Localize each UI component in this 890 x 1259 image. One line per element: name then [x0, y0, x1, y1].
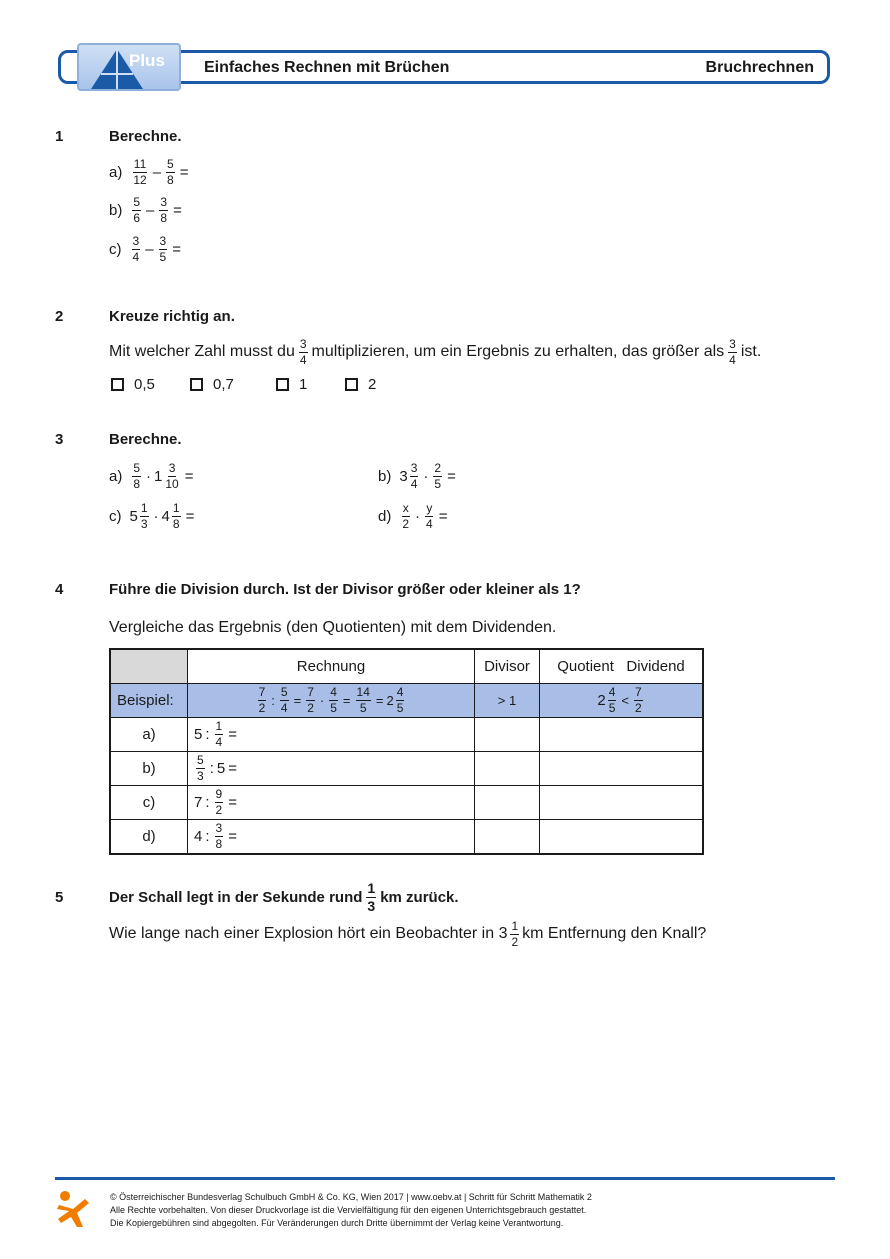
- task-3c: c) 5 $\frac{1}{3}$ · 4 $\frac{1}{8}$ =: [109, 501, 195, 531]
- example-label: Beispiel:: [110, 684, 188, 718]
- quotient-cell-b[interactable]: [540, 752, 704, 786]
- quotient-cell-c[interactable]: [540, 786, 704, 820]
- option-0-7[interactable]: 0,7: [190, 376, 234, 393]
- divisor-cell-c[interactable]: [475, 786, 540, 820]
- task-3d: d) $\frac{x}{2}$ · $\frac{y}{4}$ =: [378, 501, 448, 531]
- publisher-logo-icon: [55, 1189, 91, 1229]
- task-4-title: Führe die Division durch. Ist der Divisor größer oder kleiner als 1?: [109, 581, 581, 598]
- quotient-cell-d[interactable]: [540, 820, 704, 855]
- option-0-5[interactable]: 0,5: [111, 376, 155, 393]
- task-4-number: 4: [55, 581, 64, 598]
- example-rechnung: $\frac{7}{2}$ : $\frac{5}{4}$ = $\frac{7}{2}$ · $\frac{4}{5}$ = $\frac{14}{5}$ = 2 $\frac{4}{5}$: [188, 684, 475, 718]
- logo-text: Plus: [129, 51, 165, 70]
- rechnung-cell-a[interactable]: 5 : $\frac{1}{4}$ =: [188, 718, 475, 752]
- table-row: a) 5 : $\frac{1}{4}$ =: [110, 718, 703, 752]
- option-2[interactable]: 2: [345, 376, 376, 393]
- rechnung-cell-d[interactable]: 4 : $\frac{3}{8}$ =: [188, 820, 475, 855]
- table-row: c) 7 : $\frac{9}{2}$ =: [110, 786, 703, 820]
- task-1c: c) $\frac{3}{4}$ – $\frac{3}{5}$ =: [109, 234, 181, 264]
- plus-logo: [77, 43, 181, 91]
- task-1-title: Berechne.: [109, 128, 182, 145]
- task-2-question: Mit welcher Zahl musst du $\frac{3}{4}$ multiplizieren, um ein Ergebnis zu erhalten, das größer als $\frac{3}{4}$ ist.: [109, 337, 762, 367]
- task-2-title: Kreuze richtig an.: [109, 308, 235, 325]
- task-3b: b) 3 $\frac{3}{4}$ · $\frac{2}{5}$ =: [378, 461, 456, 491]
- checkbox[interactable]: [276, 378, 289, 391]
- header-quotient-dividend: Quotient Dividend: [540, 649, 704, 684]
- task-1-number: 1: [55, 128, 64, 145]
- table-corner: [110, 649, 188, 684]
- task-2-number: 2: [55, 308, 64, 325]
- task-1a: a) $\frac{11}{12}$ – $\frac{5}{8}$ =: [109, 157, 189, 187]
- worksheet-title: Einfaches Rechnen mit Brüchen: [204, 59, 450, 76]
- task-5-question: Wie lange nach einer Explosion hört ein Beobachter in 3 $\frac{1}{2}$ km Entfernung den Knall?: [109, 919, 707, 949]
- quotient-cell-a[interactable]: [540, 718, 704, 752]
- footer-copyright: © Österreichischer Bundesverlag Schulbuch GmbH & Co. KG, Wien 2017 | www.oebv.at | Schritt für Schritt Mathematik 2 Alle Rechte vorbehalten. Von dieser Druckvorlage ist die Vervielfältigung für den eigenen Unterrichtsgebrauch gestattet. Die Kopiergebühren sind abgegolten. Für Veränderungen durch Dritte übernimmt der Verlag keine Verantwortung.: [110, 1192, 592, 1228]
- task-5-title: Der Schall legt in der Sekunde rund $\frac{1}{3}$ km zurück.: [109, 880, 459, 914]
- rechnung-cell-b[interactable]: $\frac{5}{3}$ : 5 =: [188, 752, 475, 786]
- checkbox[interactable]: [111, 378, 124, 391]
- example-divisor: > 1: [475, 684, 540, 718]
- task-4-subtitle: Vergleiche das Ergebnis (den Quotienten) mit dem Dividenden.: [109, 619, 557, 636]
- table-row-example: [110, 684, 703, 718]
- task-5-number: 5: [55, 889, 64, 906]
- option-1[interactable]: 1: [276, 376, 307, 393]
- checkbox[interactable]: [345, 378, 358, 391]
- division-table: [109, 648, 704, 855]
- footer-divider: [55, 1177, 835, 1180]
- header-divisor: Divisor: [475, 649, 540, 684]
- worksheet-topic: Bruchrechnen: [705, 59, 814, 76]
- table-row: d) 4 : $\frac{3}{8}$ =: [110, 820, 703, 855]
- rechnung-cell-c[interactable]: 7 : $\frac{9}{2}$ =: [188, 786, 475, 820]
- table-row: b) $\frac{5}{3}$ : 5 =: [110, 752, 703, 786]
- divisor-cell-d[interactable]: [475, 820, 540, 855]
- task-3-title: Berechne.: [109, 431, 182, 448]
- task-3a: a) $\frac{5}{8}$ · 1 $\frac{3}{10}$ =: [109, 461, 194, 491]
- task-1b: b) $\frac{5}{6}$ – $\frac{3}{8}$ =: [109, 195, 182, 225]
- checkbox[interactable]: [190, 378, 203, 391]
- task-3-number: 3: [55, 431, 64, 448]
- divisor-cell-a[interactable]: [475, 718, 540, 752]
- header-rechnung: Rechnung: [188, 649, 475, 684]
- example-quotient-dividend: 2 $\frac{4}{5}$ < $\frac{7}{2}$: [540, 684, 704, 718]
- divisor-cell-b[interactable]: [475, 752, 540, 786]
